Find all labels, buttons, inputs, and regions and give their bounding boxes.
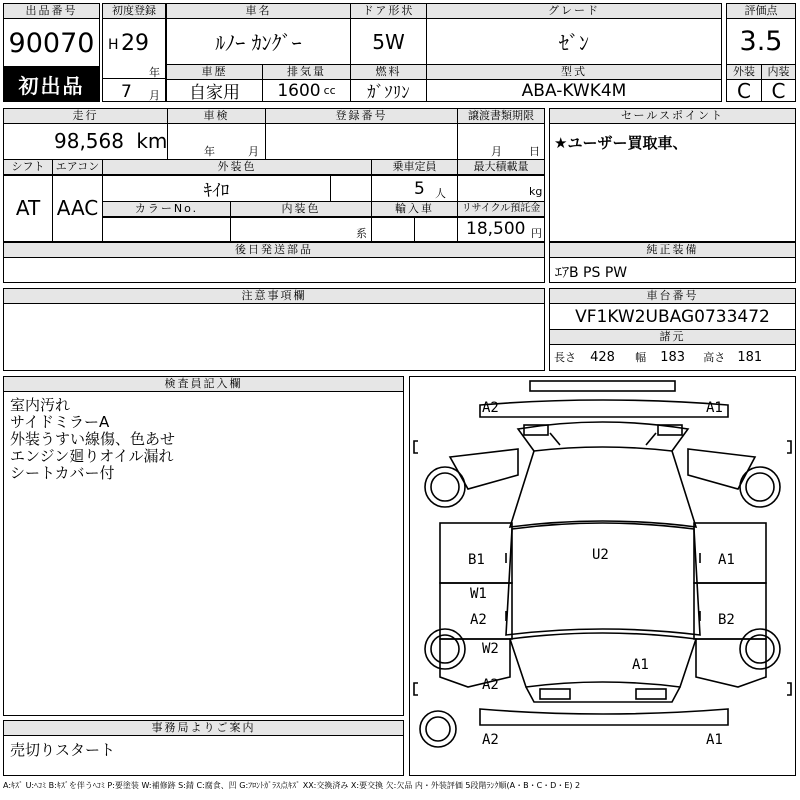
- chassis-header: 車台番号: [550, 289, 795, 304]
- damage-diagram: [409, 376, 796, 776]
- sales-point-box: [549, 108, 796, 242]
- mileage: [54, 129, 167, 153]
- transfer-header: 譲渡書類期限: [458, 109, 544, 124]
- inspector-line-1: 室内汚れ: [10, 396, 71, 414]
- fuel-header: 燃料: [351, 65, 426, 80]
- later-parts-box: [3, 242, 545, 283]
- inspector-line-5: シートカバー付: [10, 464, 115, 482]
- spec-box: [3, 108, 545, 242]
- mark-rear-left-bumper: A2: [482, 732, 499, 748]
- int-color-suffix: 系: [356, 227, 367, 240]
- capacity-header: 乗車定員: [372, 160, 457, 175]
- later-parts-header: 後日発送部品: [4, 243, 544, 258]
- registration-year-unit: 年: [149, 66, 160, 79]
- mark-left-rear-window: W2: [482, 641, 499, 657]
- transfer-day-unit: 日: [529, 145, 540, 158]
- equipment-header: 純正装備: [550, 243, 795, 258]
- width-label: 幅: [635, 351, 647, 364]
- ac-header: エアコン: [53, 160, 102, 175]
- inspection-year-unit: 年: [204, 145, 215, 158]
- length-label: 長さ: [554, 351, 576, 364]
- recycle-header: リサイクル預託金: [458, 202, 544, 217]
- mileage-value: 98,568: [54, 129, 124, 153]
- registration-year: 29: [121, 31, 149, 56]
- history: 自家用: [189, 83, 240, 101]
- rating-box: [726, 3, 796, 102]
- vehicle-box: [166, 3, 722, 102]
- interior-header: 内装: [762, 65, 795, 80]
- capacity-unit: 人: [435, 187, 446, 200]
- length-value: 428: [590, 350, 615, 365]
- grade-header: グレード: [427, 4, 721, 19]
- mark-left-rear-door: A2: [470, 612, 487, 628]
- height-label: 高さ: [703, 351, 726, 364]
- lot-number: 90070: [8, 27, 95, 59]
- displacement-value: 1600: [277, 80, 321, 101]
- notes-header: 注意事項欄: [4, 289, 544, 304]
- car-name: ﾙﾉｰ ｶﾝｸﾞｰ: [215, 31, 302, 55]
- mark-rear-right-bumper: A1: [706, 732, 723, 748]
- registration-box: [102, 3, 166, 102]
- lot-number-header: 出品番号: [4, 4, 99, 19]
- capacity: 5: [414, 179, 425, 199]
- door-type: 5W: [372, 29, 405, 54]
- chassis-box: [549, 288, 796, 371]
- displacement-unit: cc: [323, 84, 336, 97]
- mark-roof: U2: [592, 547, 609, 563]
- notes-box: [3, 288, 545, 371]
- model-header: 型式: [427, 65, 721, 80]
- mark-left-window: W1: [470, 586, 487, 602]
- car-outline: [410, 377, 795, 775]
- dimensions-header: 諸元: [550, 330, 795, 345]
- first-listing-badge: [3, 67, 100, 102]
- model-code: ABA-KWK4M: [521, 80, 627, 101]
- width-value: 183: [660, 350, 686, 365]
- inspector-line-4: エンジン廻りオイル漏れ: [10, 447, 174, 465]
- mileage-header: 走行: [4, 109, 167, 124]
- first-listing-text: 初出品: [18, 74, 85, 98]
- exterior-header: 外装: [727, 65, 761, 80]
- inspector-line-2: サイドミラーA: [10, 413, 110, 431]
- lot-number-box: [3, 3, 100, 67]
- dimensions-row: [554, 349, 794, 365]
- chassis-number: VF1KW2UBAG0733472: [575, 307, 770, 327]
- int-color-header: 内装色: [231, 202, 371, 217]
- grade: ｾﾞﾝ: [559, 31, 589, 55]
- mark-front-left-bumper: A2: [482, 400, 499, 416]
- mark-left-quarter: A2: [482, 677, 499, 693]
- shift-header: シフト: [4, 160, 52, 175]
- inspector-box: [3, 376, 404, 716]
- displacement-header: 排気量: [263, 65, 350, 80]
- recycle-deposit: 18,500: [466, 219, 526, 239]
- registration-month-unit: 月: [149, 89, 160, 102]
- air-conditioner: AAC: [56, 196, 99, 220]
- rating-score: 3.5: [739, 26, 783, 57]
- history-header: 車歴: [167, 65, 262, 80]
- load-header: 最大積載量: [458, 160, 544, 175]
- inspector-header: 検査員記入欄: [4, 377, 403, 392]
- door-header: ドア形状: [351, 4, 426, 19]
- ext-color-header: 外装色: [103, 160, 371, 175]
- transfer-month-unit: 月: [491, 145, 502, 158]
- inspector-line-3: 外装うすい線傷、色あせ: [10, 430, 176, 448]
- color-no-header: カラーNo.: [103, 202, 230, 217]
- inspection-header: 車検: [168, 109, 265, 124]
- height-value: 181: [737, 350, 763, 365]
- exterior-grade: C: [737, 80, 751, 101]
- mark-rear-hatch: A1: [632, 657, 649, 673]
- car-name-header: 車名: [167, 4, 350, 19]
- office-box: [3, 720, 404, 776]
- mark-right-rear-door: B2: [718, 612, 735, 628]
- sales-point-text: ★ユーザー買取車、: [554, 134, 688, 152]
- sales-point-header: セールスポイント: [550, 109, 795, 124]
- equipment-text: ｴｱB PS PW: [555, 265, 628, 281]
- inspection-month-unit: 月: [248, 145, 259, 158]
- recycle-unit: 円: [531, 227, 542, 240]
- load-unit: kg: [529, 185, 543, 198]
- registration-month: 7: [121, 82, 132, 102]
- mark-right-front-door: A1: [718, 552, 735, 568]
- shift: AT: [15, 196, 41, 220]
- import-header: 輸入車: [372, 202, 457, 217]
- displacement: [263, 80, 350, 101]
- office-text: 売切りスタート: [10, 741, 116, 759]
- registration-era: H: [108, 37, 119, 53]
- interior-grade: C: [771, 80, 786, 101]
- rating-header: 評価点: [727, 4, 795, 19]
- equipment-box: [549, 242, 796, 283]
- mileage-unit: km: [136, 129, 168, 153]
- mark-front-right-bumper: A1: [706, 400, 723, 416]
- office-header: 事務局よりご案内: [4, 721, 403, 736]
- mark-left-front-door: B1: [468, 552, 485, 568]
- legend-text: A:ｷｽﾞ U:ﾍｺﾐ B:ｷｽﾞを伴うﾍｺﾐ P:要塗装 W:補修跡 S:錆 C:腐食、凹 G:ﾌﾛﾝﾄｶﾞﾗｽ点ｷｽﾞ XX:交換済み X:要交換 欠:欠品 内・外装評価 5段階ﾗﾝｸ順(A・B・C・D・E) 2: [3, 781, 581, 790]
- ext-color: ｷｲﾛ: [203, 180, 230, 201]
- plate-header: 登録番号: [266, 109, 457, 124]
- fuel: ｶﾞｿﾘﾝ: [367, 83, 410, 101]
- registration-header: 初度登録: [103, 4, 165, 19]
